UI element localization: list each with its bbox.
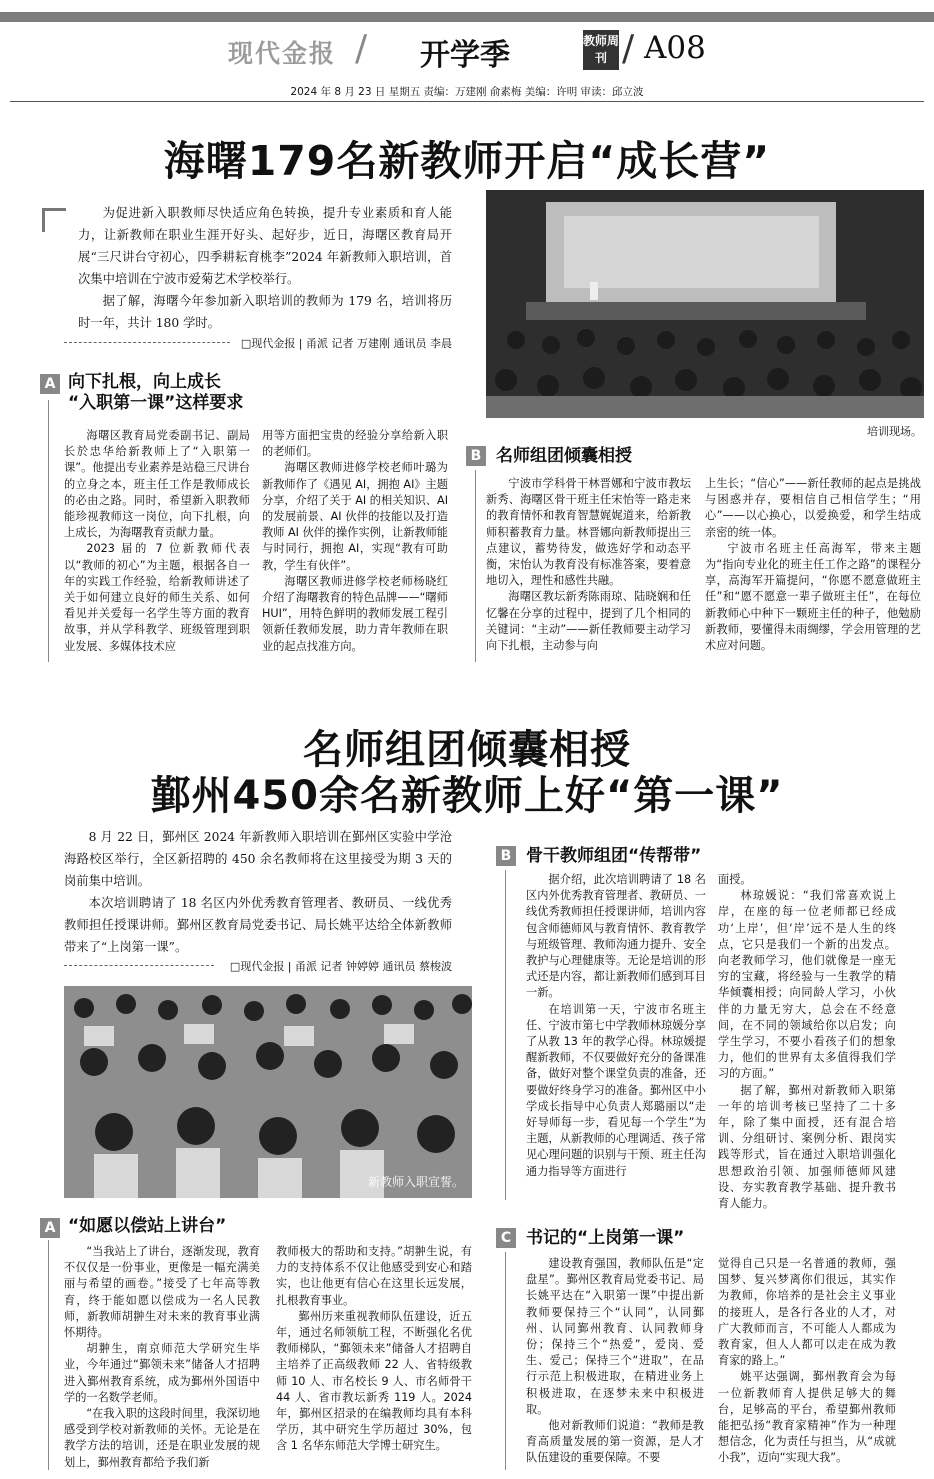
- paragraph: 用等方面把宝贵的经验分享给新入职的老师们。: [262, 429, 448, 459]
- paragraph: 宁波市学科骨干林晋娜和宁波市教坛新秀、海曙区骨干班主任宋怡等一路走来的教育情怀和教育智慧娓娓道来，给新教师积蓄教育力量。林晋娜向新教师提出三点建议，蓄势待发，做选好学和动态平衡，宋怡认为教育没有标准答案，要着意地切入，理性和感性共融。: [486, 477, 691, 588]
- paper-name: 现代金报: [228, 39, 337, 68]
- lead-paragraph: 本次培训聘请了 18 名区内外优秀教育管理者、教研员、一线优秀教师担任授课讲师。鄞州区教育局党委书记、局长姚平达给全体新教师带来了“上岗第一课”。: [64, 896, 452, 954]
- paragraph: 在培训第一天，宁波市名班主任、宁波市第七中学教师林琼媛分享了从教 13 年的教学心得。林琼媛提醒新教师，不仅要做好充分的备课准备，做好对整个课堂负责的准备，还要做好终身学习的准备。鄞州区中小学成长指导中心负责人郑璐丽以“走好导师每一步，看见每一个学生”为主题，从新教师的心理调适、孩子常见心理问题的识别与干预、班主任沟通力指导等方面进行: [526, 1002, 706, 1178]
- story1-byline: □现代金报 | 甬派 记者 万建刚 通讯员 李晨: [240, 337, 452, 350]
- paragraph: 觉得自己只是一名普通的教师，强国梦、复兴梦离你们很远，其实作为教师，你培养的是社会主义事业的接班人，是各行各业的人才，对广大教师而言，不可能人人都成为教育家，但人人都可以走在成为教育家的路上。”: [718, 1257, 896, 1368]
- paragraph: 建设教育强国，教师队伍是“定盘星”。鄞州区教育局党委书记、局长姚平达在“入职第一课”中提出新教师要保持三个“认同”，认同鄞州、认同鄞州教育、认同教师身份；保持三个“热爱”，爱岗、爱生、爱己；保持三个“进取”，在品行示范上积极进取，在精进业务上积极进取，在逐梦未来中积极进取。: [526, 1257, 704, 1416]
- section-a-title: “如愿以偿站上讲台”: [68, 1216, 227, 1236]
- paragraph: 胡翀生，南京师范大学研究生毕业，今年通过“鄞领未来”储备人才招聘进入鄞州教育系统，成为鄞州外国语中学的一名数学老师。: [64, 1342, 260, 1404]
- paragraph: 宁波市名班主任高海军，带来主题为“指向专业化的班主任工作之路”的课程分享，高海军开篇提问，“你愿不愿意做班主任”和“愿不愿意一辈子做班主任”，在每位新教师心中种下一颗班主任的种子，他勉励新教师，要懂得未雨绸缪，学会用管理的艺术应对问题。: [705, 541, 921, 653]
- oath-photo-image: [64, 986, 472, 1198]
- story1-lead: [78, 202, 452, 334]
- section-b-title: 名师组团倾囊相授: [496, 446, 632, 466]
- section-b-marker: B: [496, 846, 516, 866]
- lead-bracket: [42, 208, 66, 232]
- paragraph: 教师极大的帮助和支持。”胡翀生说，有力的支持体系不仅让他感受到安心和踏实，也让他更有信心在这里长远发展，扎根教育事业。: [276, 1245, 472, 1307]
- story1-b-column1: [486, 476, 691, 654]
- paragraph: 2023 届的 7 位新教师代表以“教师的初心”为主题，根据各自一年的实践工作经验，给新教师讲述了关于如何建立良好的师生关系、如何看见并关爱每一名学生等方面的教育故事，并从学科教学、班级管理到职业发展、多媒体技术应: [64, 542, 250, 653]
- masthead-divider: /: [355, 28, 368, 69]
- story1-a-column2: [262, 428, 448, 655]
- paragraph: 面授。: [718, 873, 752, 886]
- paragraph: 海曙区教师进修学校老师叶璐为新教师作了《遇见 AI，拥抱 AI》主题分享，介绍了关于 AI 的相关知识、AI 的发展前景、AI 伙伴的技能以及打造教师 AI 伙伴的操作实例，让新教师能与时同行，拥抱 AI，实现“教有可助教，学生有伙伴”。: [262, 461, 448, 572]
- section-rule: [505, 870, 506, 1200]
- section-b-marker: B: [466, 446, 486, 466]
- story2-c-column2: [718, 1256, 896, 1467]
- story2-c-column1: [526, 1256, 704, 1467]
- header-rule: [10, 101, 924, 102]
- paragraph: “在我入职的这段时间里，我深切地感受到学校对新教师的关怀。无论是在教学方法的培训，还是在职业发展的规划上，鄞州教育都给予我们新: [64, 1407, 260, 1469]
- training-photo-image: [486, 190, 924, 418]
- story2-headline-line1: 名师组团倾囊相授: [303, 727, 631, 773]
- section-a-marker: A: [40, 1218, 60, 1238]
- section-rule: [505, 1252, 506, 1470]
- masthead: [0, 28, 934, 80]
- story2-b-column1: [526, 872, 706, 1180]
- paragraph: 海曙区教坛新秀陈雨琼、陆晓娴和任忆馨在分享的过程中，提到了几个相同的关键词：“主动”——新任教师要主动学习向下扎根，主动参与向: [486, 590, 691, 653]
- weekly-badge: 教师周刊: [583, 30, 619, 70]
- masthead-divider: /: [622, 28, 635, 69]
- section-a-title-line2: “入职第一课”这样要求: [68, 393, 244, 413]
- section-c-title: 书记的“上岗第一课”: [526, 1228, 685, 1248]
- section-b-title: 骨干教师组团“传帮带”: [526, 846, 702, 866]
- lead-paragraph: 据了解，海曙今年参加新入职培训的教师为 179 名，培训将历时一年，共计 180 学时。: [78, 294, 452, 330]
- section-rule: [48, 1240, 49, 1470]
- lead-paragraph: 为促进新入职教师尽快适应角色转换，提升专业素质和育人能力，让新教师在职业生涯开好头、起好步，近日，海曙区教育局开展“三尺讲台守初心，四季耕耘育桃李”2024 年新教师入职培训，首次集中培训在宁波市爱菊艺术学校举行。: [78, 206, 452, 286]
- paragraph: “当我站上了讲台，逐渐发现，教育不仅仅是一份事业，更像是一幅充满美丽与希望的画卷。”接受了七年高等教育，终于能如愿以偿成为一名人民教师，新教师胡翀生对未来的教育事业满怀期待。: [64, 1245, 260, 1340]
- section-a-marker: A: [40, 374, 60, 394]
- story1-photo-caption: 培训现场。: [867, 425, 922, 438]
- paragraph: 海曙区教师进修学校老师杨晓红介绍了海曙教育的特色品牌——“曙师 HUI”，用特色鲜明的教师发展工程引领新任教师发展，助力青年教师在职业的起点找准方向。: [262, 574, 448, 653]
- byline-rule: [64, 965, 214, 966]
- section-rule: [48, 400, 49, 662]
- story2-byline: □现代金报 | 甬派 记者 钟婷婷 通讯员 蔡梭波: [229, 960, 452, 973]
- story2-lead: [64, 826, 452, 958]
- section-c-marker: C: [496, 1228, 516, 1248]
- section-name: 开学季: [420, 38, 510, 73]
- story2-a-column2: [276, 1244, 472, 1455]
- story2-b-column2: [718, 872, 896, 1212]
- section-rule: [475, 470, 476, 662]
- paragraph: 据了解，鄞州对新教师入职第一年的培训考核已坚持了二十多年，除了集中面授，还有混合培训、分组研讨、案例分析、跟岗实践等形式，旨在通过入职培训强化思想政治引领、加强师德师风建设、夯实教育教学基础、提升教书育人能力。: [718, 1083, 896, 1211]
- story2-headline-line2: 鄞州450余名新教师上好“第一课”: [150, 773, 784, 819]
- section-a-title: [68, 372, 243, 414]
- story2-a-column1: [64, 1244, 260, 1471]
- paragraph: 姚平达强调，鄞州教育会为每一位新教师育人提供足够大的舞台，足够高的平台，希望鄞州教师能把弘扬“教育家精神”作为一种理想信念，化为责任与担当，从“成就小我”，迈向“实现大我”。: [718, 1370, 896, 1465]
- dateline: 2024 年 8 月 23 日 星期五 责编：万建刚 俞素梅 美编：许明 审读：邱立波: [290, 86, 644, 98]
- section-a-title-line1: 向下扎根，向上成长: [68, 372, 221, 392]
- paragraph: 鄞州历来重视教师队伍建设，近五年，通过名师领航工程，不断强化名优教师梯队，“鄞领未来”储备人才招聘自主培养了正高级教师 22 人、省特级教师 10 人、市名校长 9 人、市名师骨干 44 人、省市教坛新秀 119 人。2024 年，鄞州区招录的在编教师均具有本科学历，其中研究生学历超过 30%，包含 1 名华东师范大学博士研究生。: [276, 1309, 472, 1453]
- lead-paragraph: 8 月 22 日，鄞州区 2024 年新教师入职培训在鄞州区实验中学沧海路校区举行，全区新招聘的 450 余名教师将在这里接受为期 3 天的岗前集中培训。: [64, 830, 452, 888]
- paragraph: 林琼媛说：“我们常喜欢说上岸，在座的每一位老师都已经成功‘上岸’，但‘岸’远不是人生的终点，它只是我们一个新的出发点。向老教师学习，他们就像是一座无穷的宝藏，将经验与一生教学的精华倾囊相授；向同龄人学习，小伙伴的力量无穷大，总会在不经意间，在不同的领域给你以启发；向学生学习，不要小看孩子们的想象力，他们的世界有太多值得我们学习的方面。”: [718, 889, 896, 1081]
- page-number: A08: [644, 30, 706, 66]
- story1-b-column2: [705, 476, 921, 654]
- story1-a-column1: [64, 428, 250, 655]
- top-gray-bar: [0, 12, 934, 22]
- story1-headline: 海曙179名新教师开启“成长营”: [163, 137, 771, 185]
- byline-rule: [64, 342, 230, 343]
- oath-photo: [64, 986, 472, 1198]
- paragraph: 海曙区教育局党委副书记、副局长於忠华给新教师上了“入职第一课”。他提出专业素养是站稳三尺讲台的立身之本，班主任工作是教师成长的必由之路。同时，希望新入职教师能珍视教师这一岗位，向下扎根，向上成长，为海曙教育贡献力量。: [64, 429, 250, 540]
- paragraph: 他对新教师们说道：“教师是教育高质量发展的第一资源，是人才队伍建设的重要保障。不要: [526, 1419, 704, 1465]
- paragraph: 据介绍，此次培训聘请了 18 名区内外优秀教育管理者、教研员、一线优秀教师担任授课讲师，培训内容包含师德师风与教育情怀、教育教学与班级管理、教师沟通力提升、安全教护与心理健康等。无论是培训的形式还是内容，都让新教师们感到耳目一新。: [526, 873, 706, 1000]
- paragraph: 上生长；“信心”——新任教师的起点是挑战与困惑并存，要相信自己相信学生；“用心”——以心换心，以爱换爱，和学生结成亲密的统一体。: [705, 477, 921, 539]
- training-photo: [486, 190, 924, 418]
- story2-photo-caption: 新教师入职宣誓。: [367, 1175, 464, 1189]
